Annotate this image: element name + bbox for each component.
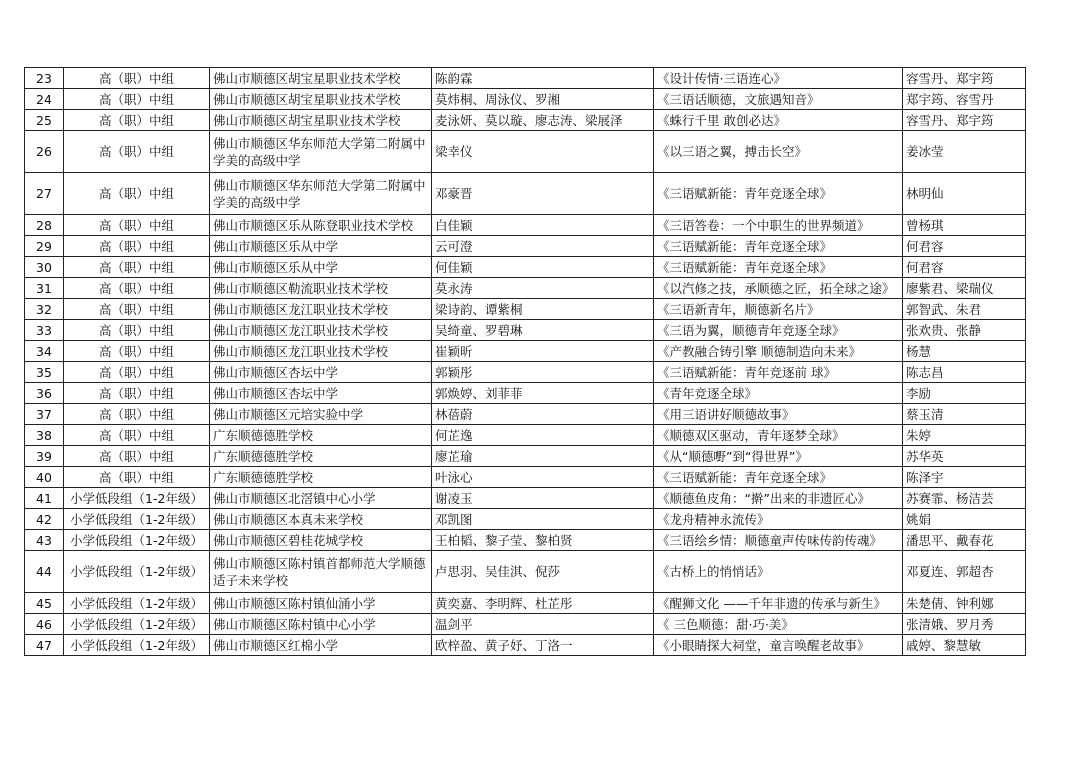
row-number-cell: 38 (25, 425, 64, 446)
school-cell: 佛山市顺德区乐从陈登职业技术学校 (210, 215, 432, 236)
school-cell: 佛山市顺德区胡宝星职业技术学校 (210, 110, 432, 131)
teachers-cell: 朱楚倩、钟利娜 (903, 593, 1026, 614)
school-cell: 佛山市顺德区勒流职业技术学校 (210, 278, 432, 299)
school-cell: 佛山市顺德区龙江职业技术学校 (210, 320, 432, 341)
teachers-cell: 姜冰莹 (903, 131, 1026, 173)
table-row (25, 278, 1026, 299)
students-cell: 崔颖昕 (432, 341, 654, 362)
students-cell: 何芷逸 (432, 425, 654, 446)
table-row (25, 593, 1026, 614)
group-cell: 高（职）中组 (64, 257, 210, 278)
table-row (25, 446, 1026, 467)
row-number-cell: 30 (25, 257, 64, 278)
row-number-cell: 23 (25, 68, 64, 89)
work-title-cell: 《蛛行千里 敢创必达》 (654, 110, 903, 131)
teachers-cell: 容雪丹、郑宇筠 (903, 110, 1026, 131)
students-cell: 叶泳心 (432, 467, 654, 488)
school-cell: 佛山市顺德区元培实验中学 (210, 404, 432, 425)
school-cell: 佛山市顺德区杏坛中学 (210, 383, 432, 404)
row-number-cell: 37 (25, 404, 64, 425)
table-row (25, 320, 1026, 341)
group-cell: 高（职）中组 (64, 278, 210, 299)
row-number-cell: 32 (25, 299, 64, 320)
teachers-cell: 姚娟 (903, 509, 1026, 530)
teachers-cell: 张欢贵、张静 (903, 320, 1026, 341)
students-cell: 温剑平 (432, 614, 654, 635)
teachers-cell: 张清娥、罗月秀 (903, 614, 1026, 635)
students-cell: 郭焕婷、刘菲菲 (432, 383, 654, 404)
work-title-cell: 《以汽修之技，承顺德之匠，拓全球之途》 (654, 278, 903, 299)
students-cell: 麦泳妍、莫以璇、廖志涛、梁展泽 (432, 110, 654, 131)
table-row (25, 383, 1026, 404)
school-cell: 佛山市顺德区乐从中学 (210, 236, 432, 257)
row-number-cell: 43 (25, 530, 64, 551)
students-cell: 林蓓蔚 (432, 404, 654, 425)
table-row (25, 467, 1026, 488)
group-cell: 高（职）中组 (64, 383, 210, 404)
students-cell: 王柏韬、黎子莹、黎柏贤 (432, 530, 654, 551)
teachers-cell: 陈志昌 (903, 362, 1026, 383)
group-cell: 高（职）中组 (64, 341, 210, 362)
teachers-cell: 何君容 (903, 236, 1026, 257)
row-number-cell: 46 (25, 614, 64, 635)
students-cell: 黄奕嘉、李明辉、杜芷彤 (432, 593, 654, 614)
row-number-cell: 47 (25, 635, 64, 656)
group-cell: 高（职）中组 (64, 131, 210, 173)
row-number-cell: 33 (25, 320, 64, 341)
group-cell: 高（职）中组 (64, 299, 210, 320)
table-row (25, 257, 1026, 278)
row-number-cell: 25 (25, 110, 64, 131)
group-cell: 小学低段组（1-2年级） (64, 530, 210, 551)
results-table-body (25, 68, 1026, 656)
work-title-cell: 《龙舟精神永流传》 (654, 509, 903, 530)
students-cell: 谢凌玉 (432, 488, 654, 509)
table-row (25, 635, 1026, 656)
work-title-cell: 《三语赋新能：青年竞逐全球》 (654, 467, 903, 488)
teachers-cell: 苏华英 (903, 446, 1026, 467)
school-cell: 佛山市顺德区杏坛中学 (210, 362, 432, 383)
group-cell: 高（职）中组 (64, 215, 210, 236)
students-cell: 邓豪晋 (432, 173, 654, 215)
school-cell: 佛山市顺德区华东师范大学第二附属中学美的高级中学 (210, 173, 432, 215)
students-cell: 白佳颖 (432, 215, 654, 236)
table-row (25, 425, 1026, 446)
school-cell: 广东顺德德胜学校 (210, 425, 432, 446)
work-title-cell: 《三语为翼，顺德青年竞逐全球》 (654, 320, 903, 341)
table-row (25, 551, 1026, 593)
work-title-cell: 《青年竞逐全球》 (654, 383, 903, 404)
students-cell: 云可澄 (432, 236, 654, 257)
students-cell: 廖芷瑜 (432, 446, 654, 467)
row-number-cell: 24 (25, 89, 64, 110)
row-number-cell: 31 (25, 278, 64, 299)
work-title-cell: 《从“顺德嘢”到“得世界”》 (654, 446, 903, 467)
work-title-cell: 《三语赋新能：青年竞逐全球》 (654, 257, 903, 278)
row-number-cell: 35 (25, 362, 64, 383)
teachers-cell: 郑宇筠、容雪丹 (903, 89, 1026, 110)
work-title-cell: 《顺德双区驱动，青年逐梦全球》 (654, 425, 903, 446)
work-title-cell: 《三语赋新能：青年竞逐全球》 (654, 236, 903, 257)
school-cell: 广东顺德德胜学校 (210, 467, 432, 488)
school-cell: 佛山市顺德区胡宝星职业技术学校 (210, 89, 432, 110)
work-title-cell: 《三语新青年，顺德新名片》 (654, 299, 903, 320)
school-cell: 佛山市顺德区陈村镇仙涌小学 (210, 593, 432, 614)
group-cell: 小学低段组（1-2年级） (64, 593, 210, 614)
school-cell: 佛山市顺德区红棉小学 (210, 635, 432, 656)
row-number-cell: 45 (25, 593, 64, 614)
students-cell: 何佳颖 (432, 257, 654, 278)
group-cell: 高（职）中组 (64, 467, 210, 488)
teachers-cell: 蔡玉清 (903, 404, 1026, 425)
table-row (25, 173, 1026, 215)
work-title-cell: 《顺德鱼皮角：“擀”出来的非遗匠心》 (654, 488, 903, 509)
school-cell: 广东顺德德胜学校 (210, 446, 432, 467)
teachers-cell: 林明仙 (903, 173, 1026, 215)
table-row (25, 68, 1026, 89)
work-title-cell: 《古桥上的悄悄话》 (654, 551, 903, 593)
group-cell: 小学低段组（1-2年级） (64, 614, 210, 635)
group-cell: 小学低段组（1-2年级） (64, 509, 210, 530)
group-cell: 高（职）中组 (64, 110, 210, 131)
teachers-cell: 邓夏连、郭超杏 (903, 551, 1026, 593)
students-cell: 吴绮童、罗碧琳 (432, 320, 654, 341)
table-row (25, 110, 1026, 131)
students-cell: 欧梓盈、黄子妤、丁洛一 (432, 635, 654, 656)
school-cell: 佛山市顺德区陈村镇中心小学 (210, 614, 432, 635)
row-number-cell: 41 (25, 488, 64, 509)
table-row (25, 362, 1026, 383)
teachers-cell: 何君容 (903, 257, 1026, 278)
work-title-cell: 《醒狮文化 ——千年非遗的传承与新生》 (654, 593, 903, 614)
work-title-cell: 《以三语之翼，搏击长空》 (654, 131, 903, 173)
teachers-cell: 廖紫君、梁瑞仪 (903, 278, 1026, 299)
table-row (25, 89, 1026, 110)
table-row (25, 614, 1026, 635)
group-cell: 高（职）中组 (64, 89, 210, 110)
table-row (25, 488, 1026, 509)
work-title-cell: 《小眼睛探大祠堂，童言唤醒老故事》 (654, 635, 903, 656)
group-cell: 高（职）中组 (64, 425, 210, 446)
work-title-cell: 《三语绘乡情：顺德童声传味传韵传魂》 (654, 530, 903, 551)
work-title-cell: 《设计传情·三语连心》 (654, 68, 903, 89)
teachers-cell: 苏赛霏、杨洁芸 (903, 488, 1026, 509)
teachers-cell: 曾杨琪 (903, 215, 1026, 236)
teachers-cell: 李励 (903, 383, 1026, 404)
group-cell: 高（职）中组 (64, 173, 210, 215)
work-title-cell: 《三语赋新能：青年竞逐全球》 (654, 173, 903, 215)
students-cell: 陈韵霖 (432, 68, 654, 89)
group-cell: 小学低段组（1-2年级） (64, 488, 210, 509)
school-cell: 佛山市顺德区陈村镇首都师范大学顺德适子未来学校 (210, 551, 432, 593)
row-number-cell: 34 (25, 341, 64, 362)
group-cell: 高（职）中组 (64, 446, 210, 467)
table-row (25, 530, 1026, 551)
teachers-cell: 戚婷、黎慧敏 (903, 635, 1026, 656)
teachers-cell: 杨慧 (903, 341, 1026, 362)
table-row (25, 509, 1026, 530)
row-number-cell: 36 (25, 383, 64, 404)
students-cell: 莫炜桐、周泳仪、罗湘 (432, 89, 654, 110)
group-cell: 小学低段组（1-2年级） (64, 635, 210, 656)
group-cell: 小学低段组（1-2年级） (64, 551, 210, 593)
students-cell: 莫永涛 (432, 278, 654, 299)
table-row (25, 341, 1026, 362)
school-cell: 佛山市顺德区胡宝星职业技术学校 (210, 68, 432, 89)
row-number-cell: 28 (25, 215, 64, 236)
students-cell: 邓凯图 (432, 509, 654, 530)
students-cell: 郭颖彤 (432, 362, 654, 383)
group-cell: 高（职）中组 (64, 404, 210, 425)
row-number-cell: 27 (25, 173, 64, 215)
table-row (25, 236, 1026, 257)
students-cell: 梁幸仪 (432, 131, 654, 173)
group-cell: 高（职）中组 (64, 320, 210, 341)
teachers-cell: 陈泽宇 (903, 467, 1026, 488)
row-number-cell: 26 (25, 131, 64, 173)
work-title-cell: 《三语答卷：一个中职生的世界频道》 (654, 215, 903, 236)
results-table (24, 67, 1026, 656)
row-number-cell: 42 (25, 509, 64, 530)
table-row (25, 299, 1026, 320)
table-row (25, 131, 1026, 173)
school-cell: 佛山市顺德区北滘镇中心小学 (210, 488, 432, 509)
work-title-cell: 《三语话顺德，文旅遇知音》 (654, 89, 903, 110)
row-number-cell: 39 (25, 446, 64, 467)
work-title-cell: 《产教融合铸引擎 顺德制造向未来》 (654, 341, 903, 362)
students-cell: 卢思羽、吴佳淇、倪莎 (432, 551, 654, 593)
school-cell: 佛山市顺德区华东师范大学第二附属中学美的高级中学 (210, 131, 432, 173)
teachers-cell: 朱婷 (903, 425, 1026, 446)
table-row (25, 215, 1026, 236)
school-cell: 佛山市顺德区本真未来学校 (210, 509, 432, 530)
teachers-cell: 郭智武、朱君 (903, 299, 1026, 320)
table-row (25, 404, 1026, 425)
teachers-cell: 潘思平、戴春花 (903, 530, 1026, 551)
school-cell: 佛山市顺德区碧桂花城学校 (210, 530, 432, 551)
row-number-cell: 29 (25, 236, 64, 257)
school-cell: 佛山市顺德区乐从中学 (210, 257, 432, 278)
group-cell: 高（职）中组 (64, 236, 210, 257)
students-cell: 梁诗韵、谭紫桐 (432, 299, 654, 320)
school-cell: 佛山市顺德区龙江职业技术学校 (210, 299, 432, 320)
group-cell: 高（职）中组 (64, 68, 210, 89)
school-cell: 佛山市顺德区龙江职业技术学校 (210, 341, 432, 362)
group-cell: 高（职）中组 (64, 362, 210, 383)
teachers-cell: 容雪丹、郑宇筠 (903, 68, 1026, 89)
row-number-cell: 44 (25, 551, 64, 593)
work-title-cell: 《用三语讲好顺德故事》 (654, 404, 903, 425)
work-title-cell: 《三语赋新能：青年竞逐前 球》 (654, 362, 903, 383)
work-title-cell: 《 三色顺德：甜·巧·美》 (654, 614, 903, 635)
row-number-cell: 40 (25, 467, 64, 488)
